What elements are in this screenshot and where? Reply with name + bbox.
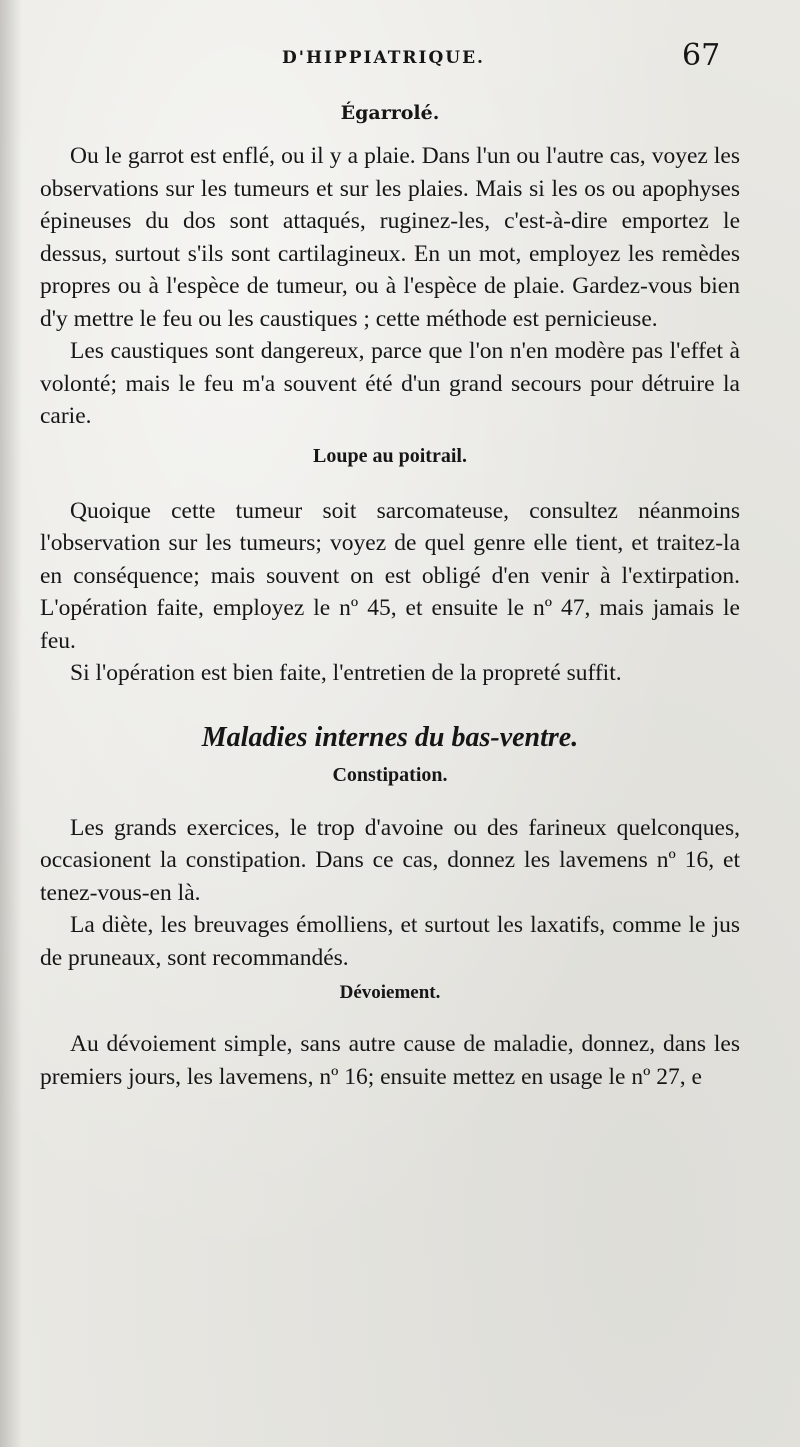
- section-title-maladies: Maladies internes du bas-ventre.: [201, 721, 579, 753]
- paragraph: Les caustiques sont dangereux, parce que l'on n'en modère pas l'effet à volonté; mais le feu m'a souvent été d'un grand secours pour détruire la carie.: [40, 338, 740, 429]
- paragraph: Quoique cette tumeur soit sarcomateuse, consultez néanmoins l'observation sur les tumeurs; voyez de quel genre elle tient, et traitez-la en conséquence; mais souvent on est obligé d'en venir à l'extirpation. L'opération faite, employez le nº 45, et ensuite le nº 47, mais jamais le feu.: [40, 497, 740, 654]
- text-block: [40, 100, 740, 1093]
- heading-constipation: Constipation.: [332, 763, 448, 786]
- heading-devoiement: Dévoiement.: [339, 982, 441, 1003]
- page-gutter-shadow: [0, 0, 22, 1447]
- paragraph: Ou le garrot est enflé, ou il y a plaie. Dans l'un ou l'autre cas, voyez les observations sur les tumeurs et sur les plaies. Mais si les os ou apophyses épineuses du dos sont attaqués, ruginez-les, c'est-à-dire emportez le dessus, surtout s'ils sont cartilagineux. En un mot, employez les remèdes propres ou à l'espèce de tumeur, ou à l'espèce de plaie. Gardez-vous bien d'y mettre le feu ou les caustiques ; cette méthode est pernicieuse.: [40, 143, 740, 332]
- paragraph: Les grands exercices, le trop d'avoine ou des farineux quelconques, occasionent la constipation. Dans ce cas, donnez les lavemens nº 16, et tenez-vous-en là.: [40, 814, 740, 906]
- paragraph: La diète, les breuvages émolliens, et surtout les laxatifs, comme le jus de pruneaux, sont recommandés.: [40, 912, 740, 971]
- running-head: [0, 38, 800, 84]
- paragraph: Au dévoiement simple, sans autre cause de maladie, donnez, dans les premiers jours, les lavemens, nº 16; ensuite mettez en usage le nº 27, e: [40, 1031, 740, 1090]
- heading-loupe-au-poitrail: Loupe au poitrail.: [313, 444, 467, 467]
- paragraph: Si l'opération est bien faite, l'entretien de la propreté suffit.: [70, 660, 622, 686]
- heading-egarrote: Égarrolé.: [340, 102, 440, 124]
- page-number: 67: [682, 38, 721, 73]
- running-title: D'HIPPIATRIQUE.: [282, 48, 485, 68]
